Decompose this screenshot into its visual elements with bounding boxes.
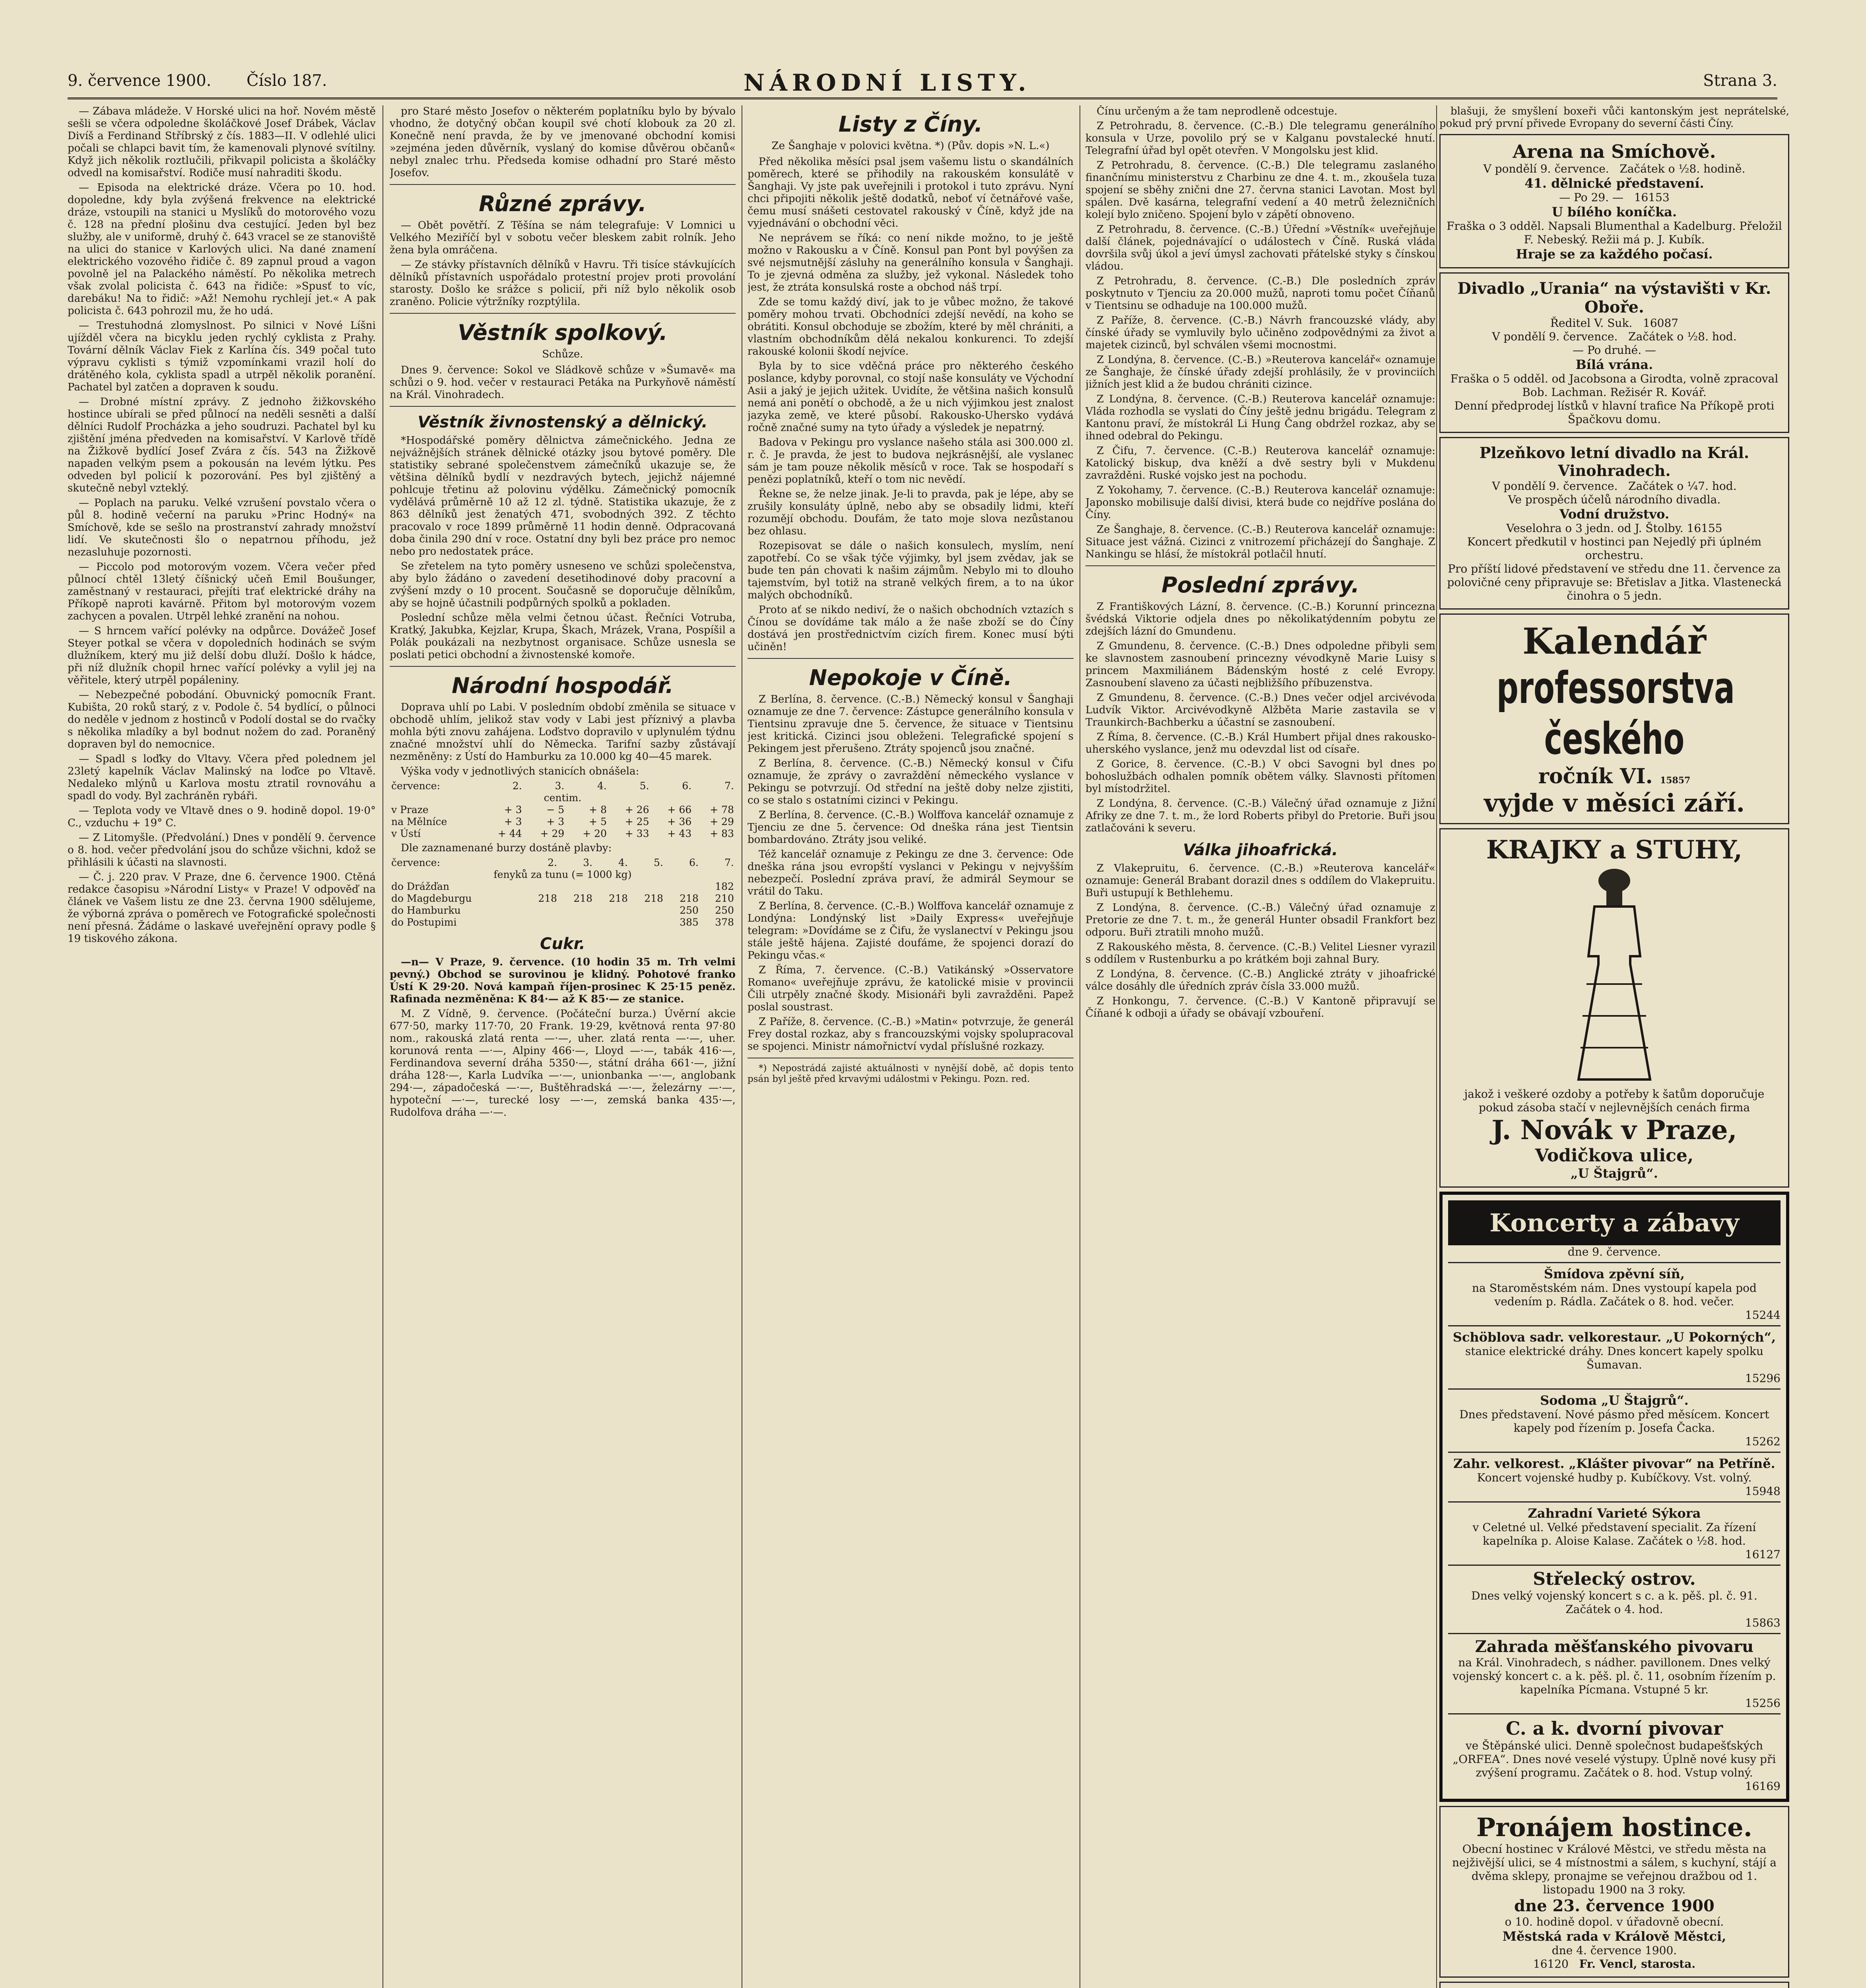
footnote: *) Nepostrádá zajisté aktuálnosti v nynější době, ač dopis tento psán byl ještě před krvavými událostmi v Pekingu. Pozn. red. bbox=[748, 1063, 1074, 1084]
column-local-news bbox=[68, 105, 376, 1988]
ad-line bbox=[1446, 764, 1783, 788]
section-rule bbox=[1085, 565, 1435, 566]
column-divider bbox=[1436, 105, 1437, 1988]
section-rule bbox=[390, 666, 736, 667]
table-cell: do Hamburku bbox=[391, 905, 461, 916]
table-cell: 250 bbox=[715, 905, 734, 916]
ad-number: 16120 bbox=[1533, 1957, 1569, 1971]
table-row bbox=[390, 828, 736, 840]
article-paragraph: Z Londýna, 8. července. (C.-B.) Válečný úřad oznamuje z Jižní Afriky ze dne 7. t. m., že lord Roberts přibyl do Pretorie. Buři jsou zatlačováni k severu. bbox=[1085, 798, 1435, 834]
ad-line bbox=[1446, 191, 1783, 204]
table-cell: + 25 bbox=[625, 816, 649, 827]
section-heading-cukr: Cukr. bbox=[540, 935, 585, 953]
article-paragraph: — Drobné místní zprávy. Z jednoho žižkovského hostince ubírali se před půlnocí na neděli sesněti a další dělníci Rudolf Procházka a jeho soudruzi. Pachatel byl ku zjištění jména předveden na komisařství. V Karlově třídě na Žižkově bydlící Josef Zvára z čís. 543 na Žižkově napaden velkým psem a pokousán na levém lýtku. Pes odveden byl policií k pozorování. Pes byl zjištěný a skutečně nebyl vzteklý. bbox=[68, 396, 376, 494]
water-level-table bbox=[390, 780, 736, 840]
article-paragraph: Z Gmundenu, 8. července. (C.-B.) Dnes odpoledne přibyli sem ke slavnostem zasnoubení princezny vévodkyně Marie Luisy s princem Maxmiliánem Bádenským hosté z celé Evropy. Zasnoubení slaveno za účasti nejbližšího příbuzenstva. bbox=[1085, 640, 1435, 689]
table-cell bbox=[629, 916, 665, 928]
table-cell: v Ústí bbox=[391, 828, 421, 839]
table-cell bbox=[559, 905, 594, 916]
subheading: Ze Šanghaje v polovici května. *) (Pův. dopis »N. L.«) bbox=[771, 140, 1050, 152]
column-misc bbox=[390, 105, 736, 1988]
ad-novak bbox=[1439, 828, 1789, 1188]
table-header-row bbox=[390, 780, 736, 792]
concert-item bbox=[1448, 1633, 1781, 1710]
concert-number: 15244 bbox=[1745, 1309, 1781, 1322]
section-rule bbox=[748, 658, 1074, 659]
concert-title: C. a k. dvorní pivovar bbox=[1505, 1718, 1723, 1739]
ad-line bbox=[1446, 480, 1783, 493]
table-cell: 218 bbox=[680, 893, 699, 904]
table-cell bbox=[594, 905, 629, 916]
table-cell: + 83 bbox=[710, 828, 734, 839]
ad-vinohrady-theatre bbox=[1439, 437, 1789, 610]
issue-number: Číslo 187. bbox=[247, 72, 327, 90]
concert-text: na Král. Vinohradech, s nádher. pavillonem. Dnes velký vojenský koncert c. a k. pěš. pl. č. 11, osobním řízením p. kapelníka Pícmana. Vstupné 5 kr. bbox=[1452, 1656, 1776, 1696]
table-cell: do Drážďan bbox=[391, 881, 450, 892]
table-cell: + 3 bbox=[546, 816, 565, 827]
concert-item bbox=[1448, 1565, 1781, 1630]
ad-line bbox=[1446, 162, 1783, 176]
ad-title: Arena na Smíchově. bbox=[1513, 141, 1716, 162]
table-cell: na Mělníce bbox=[391, 816, 447, 827]
concert-text: v Celetné ul. Velké představení specialit. Za řízení kapelníka p. Aloise Kalase. Začátek o ½8. hod. bbox=[1472, 1521, 1756, 1547]
table-row bbox=[390, 881, 736, 893]
article-paragraph: Též kancelář oznamuje z Pekingu ze dne 3. července: Ode dneška rána jsou evropští vyslanci v Pekingu v nejvyšším nebezpečí. Poslední zpráva praví, že admirál Seymour se vrátil do Taku. bbox=[748, 848, 1074, 897]
table-cell: 218 bbox=[644, 893, 663, 904]
table-row bbox=[390, 816, 736, 828]
article-paragraph: — Piccolo pod motorovým vozem. Včera večer před půlnocí chtěl 13letý číšnický učeň Emil Boušunger, zaměstnaný v restauraci, přejíti trať elektrické dráhy na Příkopě naproti kavárně. Přitom byl motorovým vozem zachycen a povalen. Utrpěl lehké zranění na nohou. bbox=[68, 561, 376, 622]
ad-date: V pondělí 9. července. bbox=[1492, 330, 1618, 343]
ad-firm: J. Novák v Praze, bbox=[1491, 1114, 1737, 1145]
table-cell: července: bbox=[391, 780, 440, 792]
concert-item bbox=[1448, 1262, 1781, 1322]
ad-line: Hraje se za každého počasí. bbox=[1516, 247, 1713, 262]
ad-line: dne 4. července 1900. bbox=[1551, 1944, 1677, 1957]
ad-date: dne 23. července 1900 bbox=[1514, 1897, 1715, 1915]
ad-line: „U Štajgrů“. bbox=[1571, 1166, 1658, 1181]
concert-item bbox=[1448, 1713, 1781, 1793]
section-heading-narodni-hospodar: Národní hospodář. bbox=[452, 673, 674, 698]
ad-concerts bbox=[1439, 1192, 1789, 1802]
concert-text: stanice elektrické dráhy. Dnes koncert kapely spolku Šumavan. bbox=[1465, 1345, 1764, 1371]
article-paragraph: Z Londýna, 8. července. (C.-B.) Reuterova kancelář oznamuje: Vláda rozhodla se vyslati do Číny ještě jednu brigádu. Telegram z Kantonu praví, že místokrál Li Hung Čang obdržel rozkaz, aby se ihned odebral do Pekingu. bbox=[1085, 393, 1435, 442]
table-cell: v Praze bbox=[391, 804, 429, 815]
table-cell: 6. bbox=[689, 857, 699, 868]
table-cell: + 43 bbox=[667, 828, 692, 839]
article-paragraph: Z Petrohradu, 8. července. (C.-B.) Úřední »Věstník« uveřejňuje další článek, pojednávající o událostech v Číně. Ruská vláda dovršila svůj úkol a jeví úmysl zachovati přátelské styky s čínskou vládou. bbox=[1085, 223, 1435, 272]
article-paragraph: — Spadl s loďky do Vltavy. Včera před polednem jel 23letý kapelník Václav Malinský na loďce po Vltavě. Nedaleko mlýnů u Karlova mostu ztratil rovnováhu a spadl do vody. Byl zachráněn rybáři. bbox=[68, 753, 376, 802]
concert-number: 15948 bbox=[1745, 1485, 1781, 1498]
concert-number: 16127 bbox=[1745, 1548, 1781, 1561]
ad-text: Veselohra o 3 jedn. od J. Štolby. bbox=[1506, 522, 1683, 535]
table-cell: 210 bbox=[715, 893, 734, 904]
table-row bbox=[390, 916, 736, 928]
table-cell bbox=[594, 916, 629, 928]
ad-line: — Po druhé. — bbox=[1572, 344, 1656, 357]
table-cell: + 44 bbox=[497, 828, 522, 839]
article-paragraph: Dnes 9. července: Sokol ve Sládkově schůze v »Šumavě« ma schůzi o 9. hod. večer v restauraci Petáka na Purkyňově náměstí na Král. Vinohradech. bbox=[390, 364, 736, 401]
section-rule bbox=[390, 313, 736, 314]
concert-text: Koncert vojenské hudby p. Kubíčkovy. Vst. volný. bbox=[1477, 1471, 1752, 1484]
ad-date: V pondělí 9. července. bbox=[1492, 480, 1618, 493]
article-paragraph: Z Paříže, 8. července. (C.-B.) »Matin« potvrzuje, že generál Frey dostal rozkaz, aby s francouzskými vojsky spolupracoval se spojenci. Ministr námořnictví vydal příslušné rozkazy. bbox=[748, 1016, 1074, 1052]
ad-title: Koncerty a zábavy bbox=[1489, 1208, 1739, 1237]
ad-line bbox=[1446, 316, 1783, 330]
ad-line bbox=[1446, 330, 1783, 344]
page-number: Strana 3. bbox=[1703, 72, 1777, 90]
table-cell: + 8 bbox=[589, 804, 607, 815]
section-heading-valka-jihoafricka: Válka jihoafrická. bbox=[1183, 841, 1338, 859]
ad-line: Denní předprodej lístků v hlavní trafice Na Příkopě proti Špačkovu domu. bbox=[1454, 399, 1775, 426]
ad-director: Ředitel V. Suk. bbox=[1550, 316, 1633, 330]
table-cell bbox=[594, 881, 629, 893]
ad-title: KRAJKY a STUHY, bbox=[1486, 835, 1743, 865]
concert-item bbox=[1448, 1452, 1781, 1498]
section-heading-ruzne-zpravy: Různé zprávy. bbox=[479, 191, 647, 216]
section-heading-nepokoje: Nepokoje v Číně. bbox=[809, 665, 1012, 690]
table-cell: + 36 bbox=[667, 816, 692, 827]
article-paragraph: Byla by to sice vděčná práce pro některého českého poslance, kdyby porovnal, co stojí naše konsuláty ve Východní Asii a jaký je jejich užitek. Uvidíte, že většina našich konsulů nemá ani ponětí o obchodě, a že u nich výjimkou jest znalost jazyka země, ve které působí. Rakousko-Uhersko vydává ročně značné sumy na tyto úřady a výsledek je nepatrný. bbox=[748, 360, 1074, 434]
ad-seq: — Po 29. — bbox=[1559, 191, 1623, 204]
table-cell: centim. bbox=[544, 792, 582, 804]
concert-number: 15256 bbox=[1745, 1697, 1781, 1710]
subheading: Schůze. bbox=[542, 348, 583, 360]
table-cell bbox=[523, 881, 559, 893]
concert-text: Dnes velký vojenský koncert s c. a k. pěš. pl. č. 91. Začátek o 4. hod. bbox=[1471, 1589, 1757, 1616]
section-rule bbox=[390, 184, 736, 185]
ad-line: vyjde v měsíci září. bbox=[1483, 788, 1745, 817]
concert-title: Zahradní Varieté Sýkora bbox=[1528, 1506, 1701, 1521]
concert-number: 15863 bbox=[1745, 1616, 1781, 1629]
table-subheader-row bbox=[390, 869, 736, 881]
ad-line: Fraška o 3 odděl. Napsali Blumenthal a Kadelburg. Přeložil F. Nebeský. Režii má p. J. Kubík. bbox=[1447, 219, 1782, 246]
freight-rate-table bbox=[390, 857, 736, 928]
article-paragraph: Čínu určeným a že tam neprodleně odcestuje. bbox=[1097, 105, 1338, 117]
ad-title: Plzeňkovo letní divadlo na Král. Vinohradech. bbox=[1479, 444, 1749, 480]
table-cell: + 29 bbox=[710, 816, 734, 827]
table-cell: fenyků za tunu (= 1000 kg) bbox=[493, 869, 632, 880]
article-paragraph: — Zábava mládeže. V Horské ulici na hoř. Novém městě sešli se včera odpoledne školáčkové Josef Drábek, Václav Divíš a Ferdinand Stříbrský z čís. 1883—II. V odlehlé ulici počali se chlapci bavit tím, že kamenovali plynové svítilny. Když jich několik roztlučili, přikvapil policista a školáčky odvedl na komisařství. Rodiče musí nahraditi škodu. bbox=[68, 105, 376, 179]
table-row bbox=[390, 804, 736, 816]
table-cell: 218 bbox=[573, 893, 593, 904]
article-paragraph: —n— V Praze, 9. července. (10 hodin 35 m. Trh velmi pevný.) Obchod se surovinou je klidný. Pohotové franko Ústí K 29·20. Nová kampaň říjen-prosinec K 25·15 peněz. Rafinada nezměněna: K 84·— až K 85·— ze stanice. bbox=[390, 956, 736, 1005]
article-paragraph: Badova v Pekingu pro vyslance našeho stála asi 300.000 zl. r. č. Je pravda, že jest to budova nejkrásnější, ale vyslanec sám je tam pouze několik měsíců v roce. Tak se hospodaří s penězi poplatníků, kteří o tom nic nevědí. bbox=[748, 437, 1074, 485]
masthead bbox=[68, 69, 1777, 96]
article-paragraph: *Hospodářské poměry dělnictva zámečnického. Jedna ze nejvážnějších stránek dělnické otázky jsou bytové poměry. Dle statistiky sebrané společenstvem zámečníků ukazuje se, že většina dělníků bydlí v nezdravých bytech, jejichž nájemné pohlcuje třetinu až polovinu výdělku. Zámečnický pomocník vydělává průměrně 10 až 12 zl. týdně. Statistika ukazuje, že z 863 dělníků jest ženatých 471, svobodných 392. Z těchto pracovalo v roce 1899 průměrně 11 hodin denně. Odpracovaná doba činila 290 dní v roce. Ostatní dny byli bez práce pro nemoc nebo pro nedostatek práce. bbox=[390, 435, 736, 557]
column-advertisements bbox=[1439, 105, 1789, 1988]
article-paragraph: Z Františkových Lázní, 8. července. (C.-B.) Korunní princezna švédská Viktorie odjela dnes po několikatýdenním pobytu ze zdejších lázní do Gmundenu. bbox=[1085, 601, 1435, 637]
article-paragraph: Z Čifu, 7. července. (C.-B.) Reuterova kancelář oznamuje: Katolický biskup, dva kněží a dvě sestry byli v Mukdenu zavražděni. Ruské vojsko jest na pochodu. bbox=[1085, 445, 1435, 481]
table-cell bbox=[629, 881, 665, 893]
concert-number: 15262 bbox=[1745, 1435, 1781, 1448]
ad-date: V pondělí 9. července. bbox=[1483, 162, 1609, 175]
table-cell: 3. bbox=[583, 857, 593, 868]
concert-text: ve Štěpánské ulici. Denně společnost budapešťských „ORFEA“. Dnes nové veselé výstupy. Úplně nové kusy při zvýšení programu. Začátek o 8. hod. Vstup volný. bbox=[1452, 1739, 1776, 1779]
table-cell bbox=[665, 881, 700, 893]
article-paragraph: Řekne se, že nelze jinak. Je-li to pravda, pak je lépe, aby se zrušily konsuláty úplně, nebo aby se obsadily lidmi, kteří rozumějí obchodu. Doufám, že tato moje slova nezůstanou bez ohlasu. bbox=[748, 488, 1074, 537]
ad-line bbox=[1446, 522, 1783, 535]
table-cell: do Magdeburgu bbox=[391, 893, 472, 904]
table-cell: července: bbox=[391, 857, 440, 868]
table-cell: + 5 bbox=[589, 816, 607, 827]
issue-date: 9. července 1900. bbox=[68, 72, 212, 90]
article-paragraph: Z Říma, 8. července. (C.-B.) Král Humbert přijal dnes rakousko-uherského vyslance, jenž mu odevzdal list od císaře. bbox=[1085, 731, 1435, 755]
article-paragraph: Před několika měsíci psal jsem vašemu listu o skandálních poměrech, které se přihodily na rakouském konsulátě v Šanghaji. Vy jste pak uveřejnili i protokol i tuto zprávu. Nyní chci připojiti několik ještě dodatků, neboť ví četnářové vaše, čemu musí snášeti cestovatel rakouský v Číně, když jde na vyjednávání o obchodní věci. bbox=[748, 156, 1074, 229]
article-paragraph: pro Staré město Josefov o některém poplatníku bylo by bývalo vhodno, že dotyčný občan koupil své chotí klobouk za 20 zl. Konečně není pravda, že by ve jmenované obchodní komisi »zejména jeden důvěrník, vyslaný do komise důvěrou občanů« nebyl znalec trhu. Předseda komise odhadní pro Staré město Josefov. bbox=[390, 105, 736, 179]
article-paragraph: — Trestuhodná zlomyslnost. Po silnici v Nové Líšni ujížděl včera na bicyklu jeden rychlý cyklista z Prahy. Tovární dělník Václav Fiek z Karlína čís. 349 počal tuto výpravu cyklisti s týmiž vzpomínkami vrazil holí do drátěného kola, cyklista spadl a utrpěl několik poranění. Pachatel byl zatčen a dopraven k soudu. bbox=[68, 320, 376, 393]
ad-line: Vodičkova ulice, bbox=[1535, 1145, 1694, 1166]
ad-kalendar bbox=[1439, 613, 1789, 824]
article-paragraph: Z Londýna, 8. července. (C.-B.) Válečný úřad oznamuje z Pretorie ze dne 7. t. m., že generál Hunter obsadil Frankfort bez odporu. Buři ztratili mnoho mužů. bbox=[1085, 902, 1435, 938]
table-cell: + 66 bbox=[667, 804, 692, 815]
table-cell: + 3 bbox=[504, 816, 522, 827]
article-paragraph: Poslední schůze měla velmi četnou účast. Řečníci Votruba, Kratký, Jakubka, Kejzlar, Krupa, Škach, Mrázek, Vrana, Pospíšil a Polák poukázali na nezbytnost organisace. Schůze usnesla se poslati petici obchodní a živnostenské komoře. bbox=[390, 612, 736, 661]
table-cell: 385 bbox=[680, 916, 699, 928]
table-cell: + 29 bbox=[540, 828, 565, 839]
ad-line: jakož i veškeré ozdoby a potřeby k šatům doporučuje pokud zásoba stačí v nejlevnějších cenách firma bbox=[1464, 1087, 1765, 1114]
ad-line: o 10. hodině dopol. v úřadovně obecní. bbox=[1505, 1915, 1724, 1928]
concert-title: Zahr. velkorest. „Klášter pivovar“ na Petříně. bbox=[1453, 1456, 1775, 1471]
ad-line: Fraška o 5 odděl. od Jacobsona a Girodta, volně zpracoval Bob. Lachman. Režisér R. Kovář. bbox=[1450, 372, 1779, 399]
column-telegrams bbox=[1085, 105, 1435, 1988]
table-cell: 4. bbox=[618, 857, 628, 868]
concert-number: 16169 bbox=[1745, 1780, 1781, 1793]
article-paragraph: Z Petrohradu, 8. července. (C.-B.) Dle posledních zpráv poskytnuto v Tjenciu za 20.000 mužů, naproti tomu počet Číňanů v Tientsinu se odhaduje na 100.000 mužů. bbox=[1085, 275, 1435, 312]
table-cell: + 33 bbox=[625, 828, 649, 839]
article-paragraph: — Nebezpečné pobodání. Obuvnický pomocník Frant. Kubišta, 20 roků starý, z v. Podole č. 54 bydlící, o půlnoci do neděle v jednom z hostinců v Podolí dostal se do rvačky s několika mladíky a byl bodnut nožem do zad. Poraněný dopraven byl do nemocnice. bbox=[68, 689, 376, 750]
ad-number: 16087 bbox=[1643, 316, 1679, 330]
section-heading-listy-z-ciny: Listy z Číny. bbox=[838, 112, 983, 137]
table-cell: 218 bbox=[609, 893, 628, 904]
concert-title: Schöblova sadr. velkorestaur. „U Pokorných“, bbox=[1452, 1330, 1776, 1345]
ad-hostinec bbox=[1439, 1806, 1789, 1978]
ad-urania bbox=[1439, 272, 1789, 433]
concert-item bbox=[1448, 1501, 1781, 1561]
ad-line: Pro příští lidové představení ve středu dne 11. července za polovičné ceny připravuje se: Břetislav a Jitka. Vlastenecká činohra o 5 jedn. bbox=[1447, 562, 1782, 602]
table-cell bbox=[523, 916, 559, 928]
article-paragraph: blašuji, že smyšlení boxeři vůči kantonským jest neprátelské, pokud prý první přivede Evropany do severní části Číny. bbox=[1439, 105, 1789, 130]
table-cell: 6. bbox=[682, 780, 692, 792]
table-cell bbox=[559, 916, 594, 928]
ad-line: Městská rada v Králově Městci, bbox=[1502, 1929, 1726, 1944]
table-cell: 7. bbox=[724, 780, 734, 792]
ad-line: Obecní hostinec v Králové Městci, ve středu města na nejživější ulici, se 4 místnostmi a sálem, s kuchyní, stájí a dvěma sklepy, pronajme se veřejnou dražbou od 1. listopadu 1900 na 3 roky. bbox=[1452, 1842, 1777, 1896]
ad-arena-smichov bbox=[1439, 134, 1789, 268]
column-china-letters bbox=[748, 105, 1074, 1988]
table-cell: 378 bbox=[715, 916, 734, 928]
table-cell: 5. bbox=[654, 857, 663, 868]
article-paragraph: Dle zaznamenané burzy dostáně plavby: bbox=[401, 842, 612, 854]
article-paragraph: — Poplach na paruku. Velké vzrušení povstalo včera o půl 8. hodině večerní na paruku »Princ Hodný« na Smíchově, kde se sešlo na prostranství zahrady množství lidí. Ve skutečnosti šlo o nepatrnou příhodu, jež nezasluhuje pozornosti. bbox=[68, 497, 376, 558]
article-paragraph: Rozepisovat se dále o našich konsulech, myslím, není zapotřebí. Co se však týče výjimky, byl jsem zvědav, jak se bude ten pán chovati k našim zájmům. Nebylo mi to dlouho tajemstvím, byl totiž na straně velkých firem, a to na úkor malých obchodníků. bbox=[748, 540, 1074, 601]
table-subheader-row bbox=[390, 792, 736, 804]
table-cell: 2. bbox=[548, 857, 557, 868]
concert-title: Zahrada měšťanského pivovaru bbox=[1475, 1637, 1754, 1656]
ad-play-title: U bílého koníčka. bbox=[1551, 204, 1677, 219]
article-paragraph: — Teplota vody ve Vltavě dnes o 9. hodině dopol. 19·0° C., vzduchu + 19° C. bbox=[68, 805, 376, 829]
article-paragraph: Ze Šanghaje, 8. července. (C.-B.) Reuterova kancelář oznamuje: Situace jest vážná. Cizinci z vnitrozemí přicházejí do Šanghaje. Z Nankingu se hlásí, že místokrál potlačil hnutí. bbox=[1085, 524, 1435, 560]
ad-volume: ročník VI. bbox=[1538, 764, 1653, 788]
table-cell bbox=[559, 881, 594, 893]
ad-line: 41. dělnické představení. bbox=[1524, 176, 1704, 191]
table-row bbox=[390, 893, 736, 905]
table-cell: − 5 bbox=[546, 804, 565, 815]
article-paragraph: — Obět povětří. Z Těšína se nám telegrafuje: V Lomnici u Velkého Meziříčí byl v sobotu večer bleskem zabit rolník. Jeho žena byla omráčena. bbox=[390, 219, 736, 256]
table-cell: 218 bbox=[538, 893, 557, 904]
section-heading-vestnik-spolkovy: Věstník spolkový. bbox=[458, 320, 668, 345]
table-cell: + 3 bbox=[504, 804, 522, 815]
ad-play-title: Vodní družstvo. bbox=[1559, 507, 1670, 522]
section-heading-posledni-zpravy: Poslední zprávy. bbox=[1161, 573, 1359, 598]
table-cell: do Postupimi bbox=[391, 916, 457, 928]
article-paragraph: Z Gorice, 8. července. (C.-B.) V obci Savogni byl dnes po bohoslužbách odhalen pomník obětem války. Slavnosti přítomen byl místodržitel. bbox=[1085, 758, 1435, 795]
table-cell: 250 bbox=[680, 905, 699, 916]
article-paragraph: — Z Litomyšle. (Předvolání.) Dnes v pondělí 9. července o 8. hod. večer předvolání jsou do schůze všichni, kdož se přihlásili k účasti na slavnosti. bbox=[68, 832, 376, 868]
article-paragraph: Z Petrohradu, 8. července. (C.-B.) Dle telegramu generálního konsula v Urze, povolilo prý se v Kalganu povstalecké hnutí. Telegrafní úřad byl opět otevřen. V Mongolsku jest klid. bbox=[1085, 120, 1435, 157]
article-paragraph: Proto ať se nikdo nediví, že o našich obchodních vztazích s Čínou se dovídáme tak málo a že naše zboží se do Číny dostává jen prostřednictvím cizích firem. Konec musí býti učiněn! bbox=[748, 604, 1074, 653]
concert-number: 15296 bbox=[1745, 1372, 1781, 1385]
article-paragraph: Výška vody v jednotlivých stanicích obnášela: bbox=[401, 765, 639, 777]
table-cell bbox=[523, 905, 559, 916]
concert-item bbox=[1448, 1325, 1781, 1385]
article-paragraph: Z Vlakepruitu, 6. července. (C.-B.) »Reuterova kancelář« oznamuje: Generál Brabant dorazil dnes s oddílem do Vlakepruitu. Buři ustupují k Bethlehemu. bbox=[1085, 862, 1435, 899]
article-paragraph: Z Londýna, 8. července. (C.-B.) Anglické ztráty v jihoafrické válce dosáhly dle úředních zpráv čísla 33.000 mužů. bbox=[1085, 968, 1435, 992]
article-paragraph: Z Petrohradu, 8. července. (C.-B.) Dle telegramu zaslaného finančnímu ministerstvu z Charbinu ze dne 4. t. m., zkoušela tuza spojení se sběhy znični dne 27. června stanici Lavotan. Most byl spálen. Dvě kasárna, telegrafní vedení a 40 metrů železničních kolejí bylo zničeno. Spojení bylo v zápětí obnoveno. bbox=[1085, 159, 1435, 221]
concert-title: Šmídova zpěvní síň, bbox=[1544, 1266, 1685, 1281]
table-cell: 4. bbox=[597, 780, 607, 792]
ad-title: Kalendář bbox=[1522, 620, 1707, 662]
ad-start: Začátek o ¼7. hod. bbox=[1628, 480, 1737, 493]
ad-number: 16153 bbox=[1634, 191, 1670, 204]
article-paragraph: — Episoda na elektrické dráze. Včera po 10. hod. dopoledne, kdy byla zvýšená frekvence na elektrické dráze, vstoupili na stanici u Myslíků do motorového vozu č. 128 na přední plošinu dva cestující. Jeden byl bez služby, ale v uniformě, druhý č. 643 vracel se ze stanoviště na ulici do stanice v Karlových ulici. Na dané znamení elektrického vozového řidiče č. 89 zapnul proud a vagon povolně jel na Palackého náměstí. Po několika metrech však zvolal policista č. 643 na řidiče: »Spusť to víc, darebáku! Na to řidič: »Až! Nemohu rychlejí jet.« A pak policista č. 643 pohrozil mu, že ho udá. bbox=[68, 182, 376, 317]
table-cell: 2. bbox=[512, 780, 522, 792]
newspaper-title: NÁRODNÍ LISTY. bbox=[744, 69, 1031, 96]
article-paragraph: Z Londýna, 8. července. (C.-B.) »Reuterova kancelář« oznamuje ze Šanghaje, že čínské úřady zdejší prohlásily, že v provinciích jižních jest klid a že budou chrániti cizince. bbox=[1085, 354, 1435, 390]
ad-play-title: Bílá vrána. bbox=[1575, 357, 1653, 372]
ad-number: 15857 bbox=[1660, 775, 1691, 786]
article-paragraph: Z Yokohamy, 7. července. (C.-B.) Reuterova kancelář oznamuje: Japonsko mobilisuje další divisi, která bude co nejdříve poslána do Číny. bbox=[1085, 484, 1435, 521]
ad-line: Ve prospěch účelů národního divadla. bbox=[1508, 493, 1721, 506]
table-header-row bbox=[390, 857, 736, 869]
table-cell bbox=[629, 905, 665, 916]
article-paragraph: M. Z Vídně, 9. července. (Počáteční burza.) Úvěrní akcie 677·50, marky 117·70, 20 Frank. 19·29, květnová renta 97·80 nom., rakouská zlatá renta —·—, uher. zlatá renta —·—, uher. korunová renta —·—, Alpiny 466·—, Lloyd —·—, tabák 416·—, Ferdinandova severní dráha 5350·—, státní dráha 661·—, jižní dráha 128·—, Karla Ludvíka —·—, unionbanka —·—, anglobank 294·—, západočeská —·—, Buštěhradská —·—, železárny —·—, hypoteční —·—, turecké losy —·—, zemská banka 435·—, Rudolfova dráha —·—. bbox=[390, 1008, 736, 1118]
table-cell: + 20 bbox=[583, 828, 607, 839]
table-cell: + 26 bbox=[625, 804, 649, 815]
ad-line: dne 9. července. bbox=[1567, 1245, 1661, 1258]
ad-number: 16155 bbox=[1687, 522, 1722, 535]
ad-start: Začátek o ½8. hod. bbox=[1628, 330, 1737, 343]
article-paragraph: — S hrncem vařící polévky na odpůrce. Dovážeč Josef Steyer potkal se včera v dopoledních hodinách se svým dlužníkem, který mu již delší dobu dluží. Došlo k hádce, při níž dlužník chopil hrnec vařící polévky a vylil jej na věřitele, který utrpěl popáleniny. bbox=[68, 625, 376, 686]
article-paragraph: Zde se tomu každý diví, jak to je vůbec možno, že takové poměry mohou trvati. Obchodníci zdejší nevědí, na koho se obrátiti. Konsul obchoduje se zbožím, které by měl chrániti, a vlastním obchodníkům dělá nekalou konkurenci. To zdejší rakouské kolonii škodí nejvíce. bbox=[748, 296, 1074, 357]
table-cell: 3. bbox=[555, 780, 565, 792]
ad-signature: Fr. Vencl, starosta. bbox=[1579, 1957, 1696, 1971]
article-paragraph: Z Honkongu, 7. července. (C.-B.) V Kantoně připravují se Číňané k odboji a úřady se obávají vzbouření. bbox=[1085, 995, 1435, 1019]
concert-text: na Staroměstském nám. Dnes vystoupí kapela pod vedením p. Rádla. Začátek o 8. hod. večer. bbox=[1472, 1281, 1757, 1308]
table-cell: + 78 bbox=[710, 804, 734, 815]
dress-illustration bbox=[1571, 865, 1658, 1087]
ad-start: Začátek o ½8. hodině. bbox=[1619, 162, 1746, 175]
article-paragraph: Z Rakouského města, 8. července. (C.-B.) Velitel Liesner vyrazil s oddílem v Rustenburku a po krátkém boji zahnal Bury. bbox=[1085, 941, 1435, 965]
ad-title: Pronájem hostince. bbox=[1476, 1813, 1753, 1842]
concert-title: Střelecký ostrov. bbox=[1533, 1569, 1696, 1589]
table-cell: 7. bbox=[724, 857, 734, 868]
ad-banner bbox=[1448, 1200, 1781, 1245]
article-paragraph: Z Říma, 7. července. (C.-B.) Vatikánský »Osservatore Romano« uveřejňuje zprávu, že katolické misie v provincii Čili utrpěly značné škody. Misionáři byli zavražděni. Papež poslal soustrast. bbox=[748, 964, 1074, 1013]
table-cell: 182 bbox=[715, 881, 734, 892]
dress-icon bbox=[1571, 865, 1658, 1087]
ad-sasek bbox=[1439, 1982, 1789, 1988]
table-cell: 5. bbox=[639, 780, 649, 792]
concert-title: Sodoma „U Štajgrů“. bbox=[1540, 1393, 1689, 1408]
ad-line: Koncert předkutil v hostinci pan Nejedlý při úplném orchestru. bbox=[1467, 535, 1762, 562]
ad-title: Divadlo „Urania“ na výstavišti v Kr. Oboře. bbox=[1457, 279, 1771, 316]
article-paragraph: Doprava uhlí po Labi. V posledním období změnila se situace v obchodě uhlím, jelikož stav vody v Labi jest příznivý a plavba mohla býti znovu zahájena. Loďstvo dopravilo v uplynulém týdnu značné množství uhlí do Německa. Tarifní sazby zůstávají nezměněny: z Ústí do Hamburku za 10.000 kg 40—45 marek. bbox=[390, 701, 736, 763]
article-paragraph: Ne neprávem se říká: co není nikde možno, to je ještě možno v Rakousku a v Číně. Konsul pan Pont byl povýšen za své nejsmutnější zásluhy na generálního konsula v Šanghaji. To je zjevná odměna za služby, jež vykonal. Následek toho jest, že ztráta konsulská roste a obchod náš trpí. bbox=[748, 232, 1074, 293]
section-heading-vestnik-zivnostensky: Věstník živnostenský a dělnický. bbox=[417, 413, 708, 431]
concert-item bbox=[1448, 1388, 1781, 1448]
article-paragraph: — Ze stávky přístavních dělníků v Havru. Tři tisíce stávkujících dělníků přístavních uspořádalo protestní projev proti provolání starosty. Došlo ke srážce s policií, při níž bylo několik osob zraněno. Policie výtržníky rozptýlila. bbox=[390, 259, 736, 308]
concert-text: Dnes představení. Nové pásmo před měsícem. Koncert kapely pod řízením p. Josefa Čacka. bbox=[1459, 1408, 1769, 1435]
article-paragraph: Z Paříže, 8. července. (C.-B.) Návrh francouzské vlády, aby čínské úřady se vymluvily bylo učiněno zodpovědnými za život a majetek cizinců, byl schválen všemi mocnostmi. bbox=[1085, 315, 1435, 351]
article-paragraph: Z Berlína, 8. července. (C.-B.) Německý konsul v Čifu oznamuje, že zprávy o zavraždění německého vyslance v Pekingu se potvrzují. Od střední na ještě doby nelze zjistiti, co se stalo s ostatními cizinci v Pekingu. bbox=[748, 757, 1074, 806]
ad-subtitle: professorstva českého bbox=[1496, 662, 1735, 764]
article-paragraph: Z Gmundenu, 8. července. (C.-B.) Dnes večer odjel arcivévoda Ludvík Viktor. Arcivévodkyně Alžběta Marie zastavila se v Traunkirch-Bachberku a účastní se zasnoubení. bbox=[1085, 692, 1435, 728]
article-paragraph: Z Berlína, 8. července. (C.-B.) Wolffova kancelář oznamuje z Tjenciu ze dne 5. července: Od dneška rána jest Tientsin bombardováno. Ztráty jsou veliké. bbox=[748, 809, 1074, 846]
table-row bbox=[390, 905, 736, 916]
masthead-rule bbox=[68, 97, 1777, 99]
ad-line bbox=[1446, 1957, 1783, 1971]
article-paragraph: — Č. j. 220 prav. V Praze, dne 6. července 1900. Ctěná redakce časopisu »Národní Listy« v Praze! V odpověď na článek ve Vašem listu ze dne 23. června 1900 sdělujeme, že výborná zpráva o poměrech ve Fotografické společnosti není přesná. Žádáme o laskavé uveřejnění opravy podle § 19 tiskového zákona. bbox=[68, 871, 376, 945]
article-paragraph: Z Berlína, 8. července. (C.-B.) Německý konsul v Šanghaji oznamuje ze dne 7. července: Zástupce generálního konsula v Tientsinu zpravuje dne 5. července, že situace v Tientsinu jest kritická. Cizinci jsou obleženi. Telegrafické spojení s Pekingem jest přerušeno. Ztráty spojenců jsou značné. bbox=[748, 693, 1074, 755]
article-paragraph: Se zřetelem na tyto poměry usneseno ve schůzi společenstva, aby bylo žádáno o zavedení desetihodinové doby pracovní a zvýšení mzdy o 10 procent. Současně se doporučuje dělníkům, aby se hojně účastnili podpůrných spolků a pokladen. bbox=[390, 560, 736, 609]
article-paragraph: Z Berlína, 8. července. (C.-B.) Wolffova kancelář oznamuje z Londýna: Londýnský list »Daily Express« uveřejňuje telegram: »Dovídáme se z Čifu, že vyslanectví v Pekingu jsou stále ještě hájena. Zajisté doufáme, že spojenci dorazí do Pekingu včas.« bbox=[748, 900, 1074, 961]
section-rule bbox=[390, 406, 736, 407]
